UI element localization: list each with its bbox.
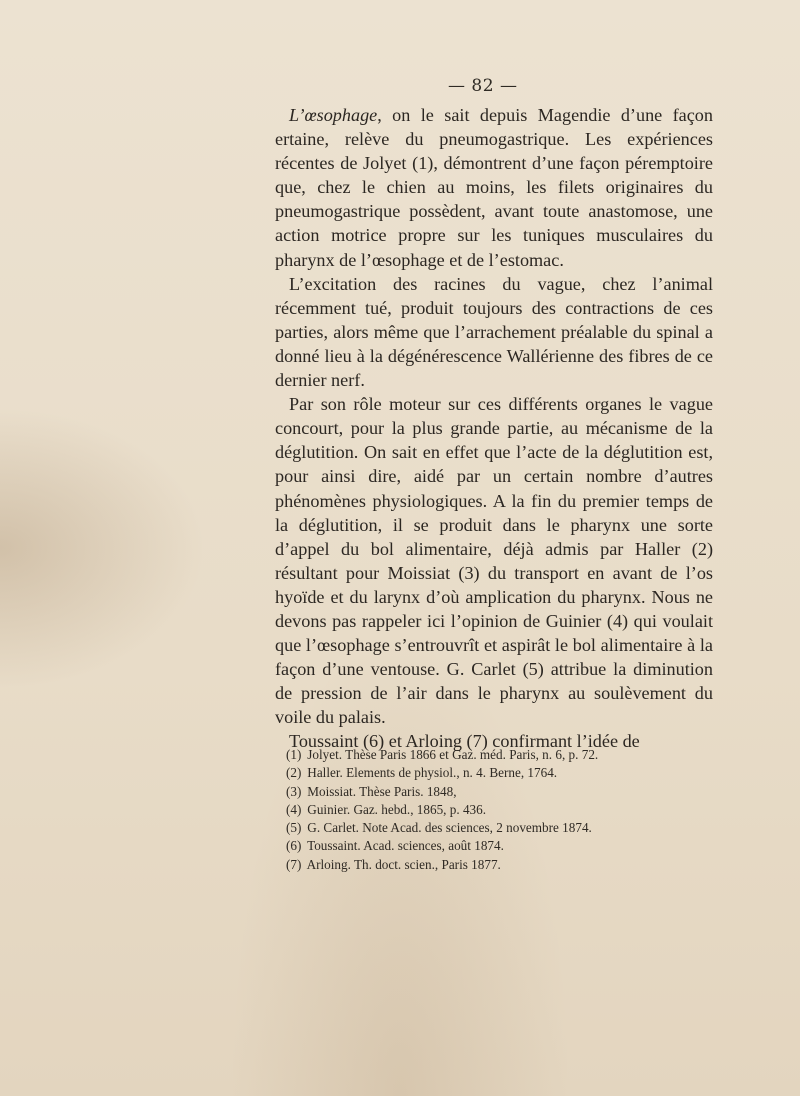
footnote-number: (5) [286, 820, 302, 836]
footnote-text: Toussaint. Acad. sciences, août 1874. [307, 838, 504, 854]
footnote-text: Guinier. Gaz. hebd., 1865, p. 436. [307, 801, 487, 817]
footnote-number: (1) [286, 747, 302, 762]
footnote-number: (6) [286, 838, 302, 854]
footnote-text: Arloing. Th. doct. scien., Paris 1877. [306, 856, 501, 872]
footnote [286, 801, 716, 819]
paragraph-1 [275, 103, 713, 272]
footnote-text: Haller. Elements de physiol., n. 4. Berne, 1764. [307, 765, 558, 781]
footnote-number: (7) [286, 856, 302, 872]
footnote [286, 819, 716, 837]
footnote [286, 837, 716, 855]
footnote-number: (3) [286, 783, 302, 799]
page-number: — 82 — [448, 76, 518, 96]
paragraph-3: Par son rôle moteur sur ces différents organes le vague concourt, pour la plus grande partie, au mécanisme de la déglutition. On sait en effet que l’acte de la déglutition est, pour ainsi dire, aidé par un certain nombre d’autres phénomènes physiologiques. A la fin du premier temps de la déglutition, il se produit dans le pharynx une sorte d’appel du bol alimentaire, déjà admis par Haller (2) résultant pour Moissiat (3) du transport en avant de l’os hyoïde et du larynx d’où amplication du pharynx. Nous ne devons pas rappeler ici l’opinion de Guinier (4) qui voulait que l’œsophage s’entrouvrît et aspirât le bol alimentaire à la façon d’une ventouse. G. Carlet (5) attribue la diminution de pression de l’air dans le pharynx au soulèvement du voile du palais. [275, 394, 713, 728]
paragraph-4: Toussaint (6) et Arloing (7) confirmant l’idée de [289, 731, 640, 752]
footnote [286, 746, 716, 764]
footnote-number: (2) [286, 765, 302, 781]
paragraph-2: L’excitation des racines du vague, chez l’animal récemment tué, produit toujours des contractions de ces parties, alors même que l’arrachement préalable du spinal a donné lieu à la dégénérescence Wallérienne des fibres de ce dernier nerf. [275, 273, 713, 391]
paragraph-1-text: , on le sait depuis Magendie d’une façon ertaine, relève du pneumogastrique. Les expériences récentes de Jolyet (1), démontrent d’une façon péremptoire que, chez le chien au moins, les filets originaires du pneumogastrique possèdent, avant toute anastomose, une action motrice propre sur les tuniques musculaires du pharynx de l’œsophage et de l’estomac. [275, 105, 713, 270]
footnote-text: G. Carlet. Note Acad. des sciences, 2 novembre 1874. [307, 820, 592, 836]
footnotes [286, 746, 716, 874]
footnote [286, 783, 716, 801]
main-text [275, 103, 713, 754]
italic-term: L’œsophage [289, 105, 378, 125]
footnote-text: Jolyet. Thèse Paris 1866 et Gaz. méd. Paris, n. 6, p. 72. [307, 747, 599, 762]
footnote-number: (4) [286, 801, 302, 817]
footnote [286, 764, 716, 782]
footnote [286, 856, 716, 874]
footnote-text: Moissiat. Thèse Paris. 1848, [307, 783, 457, 799]
